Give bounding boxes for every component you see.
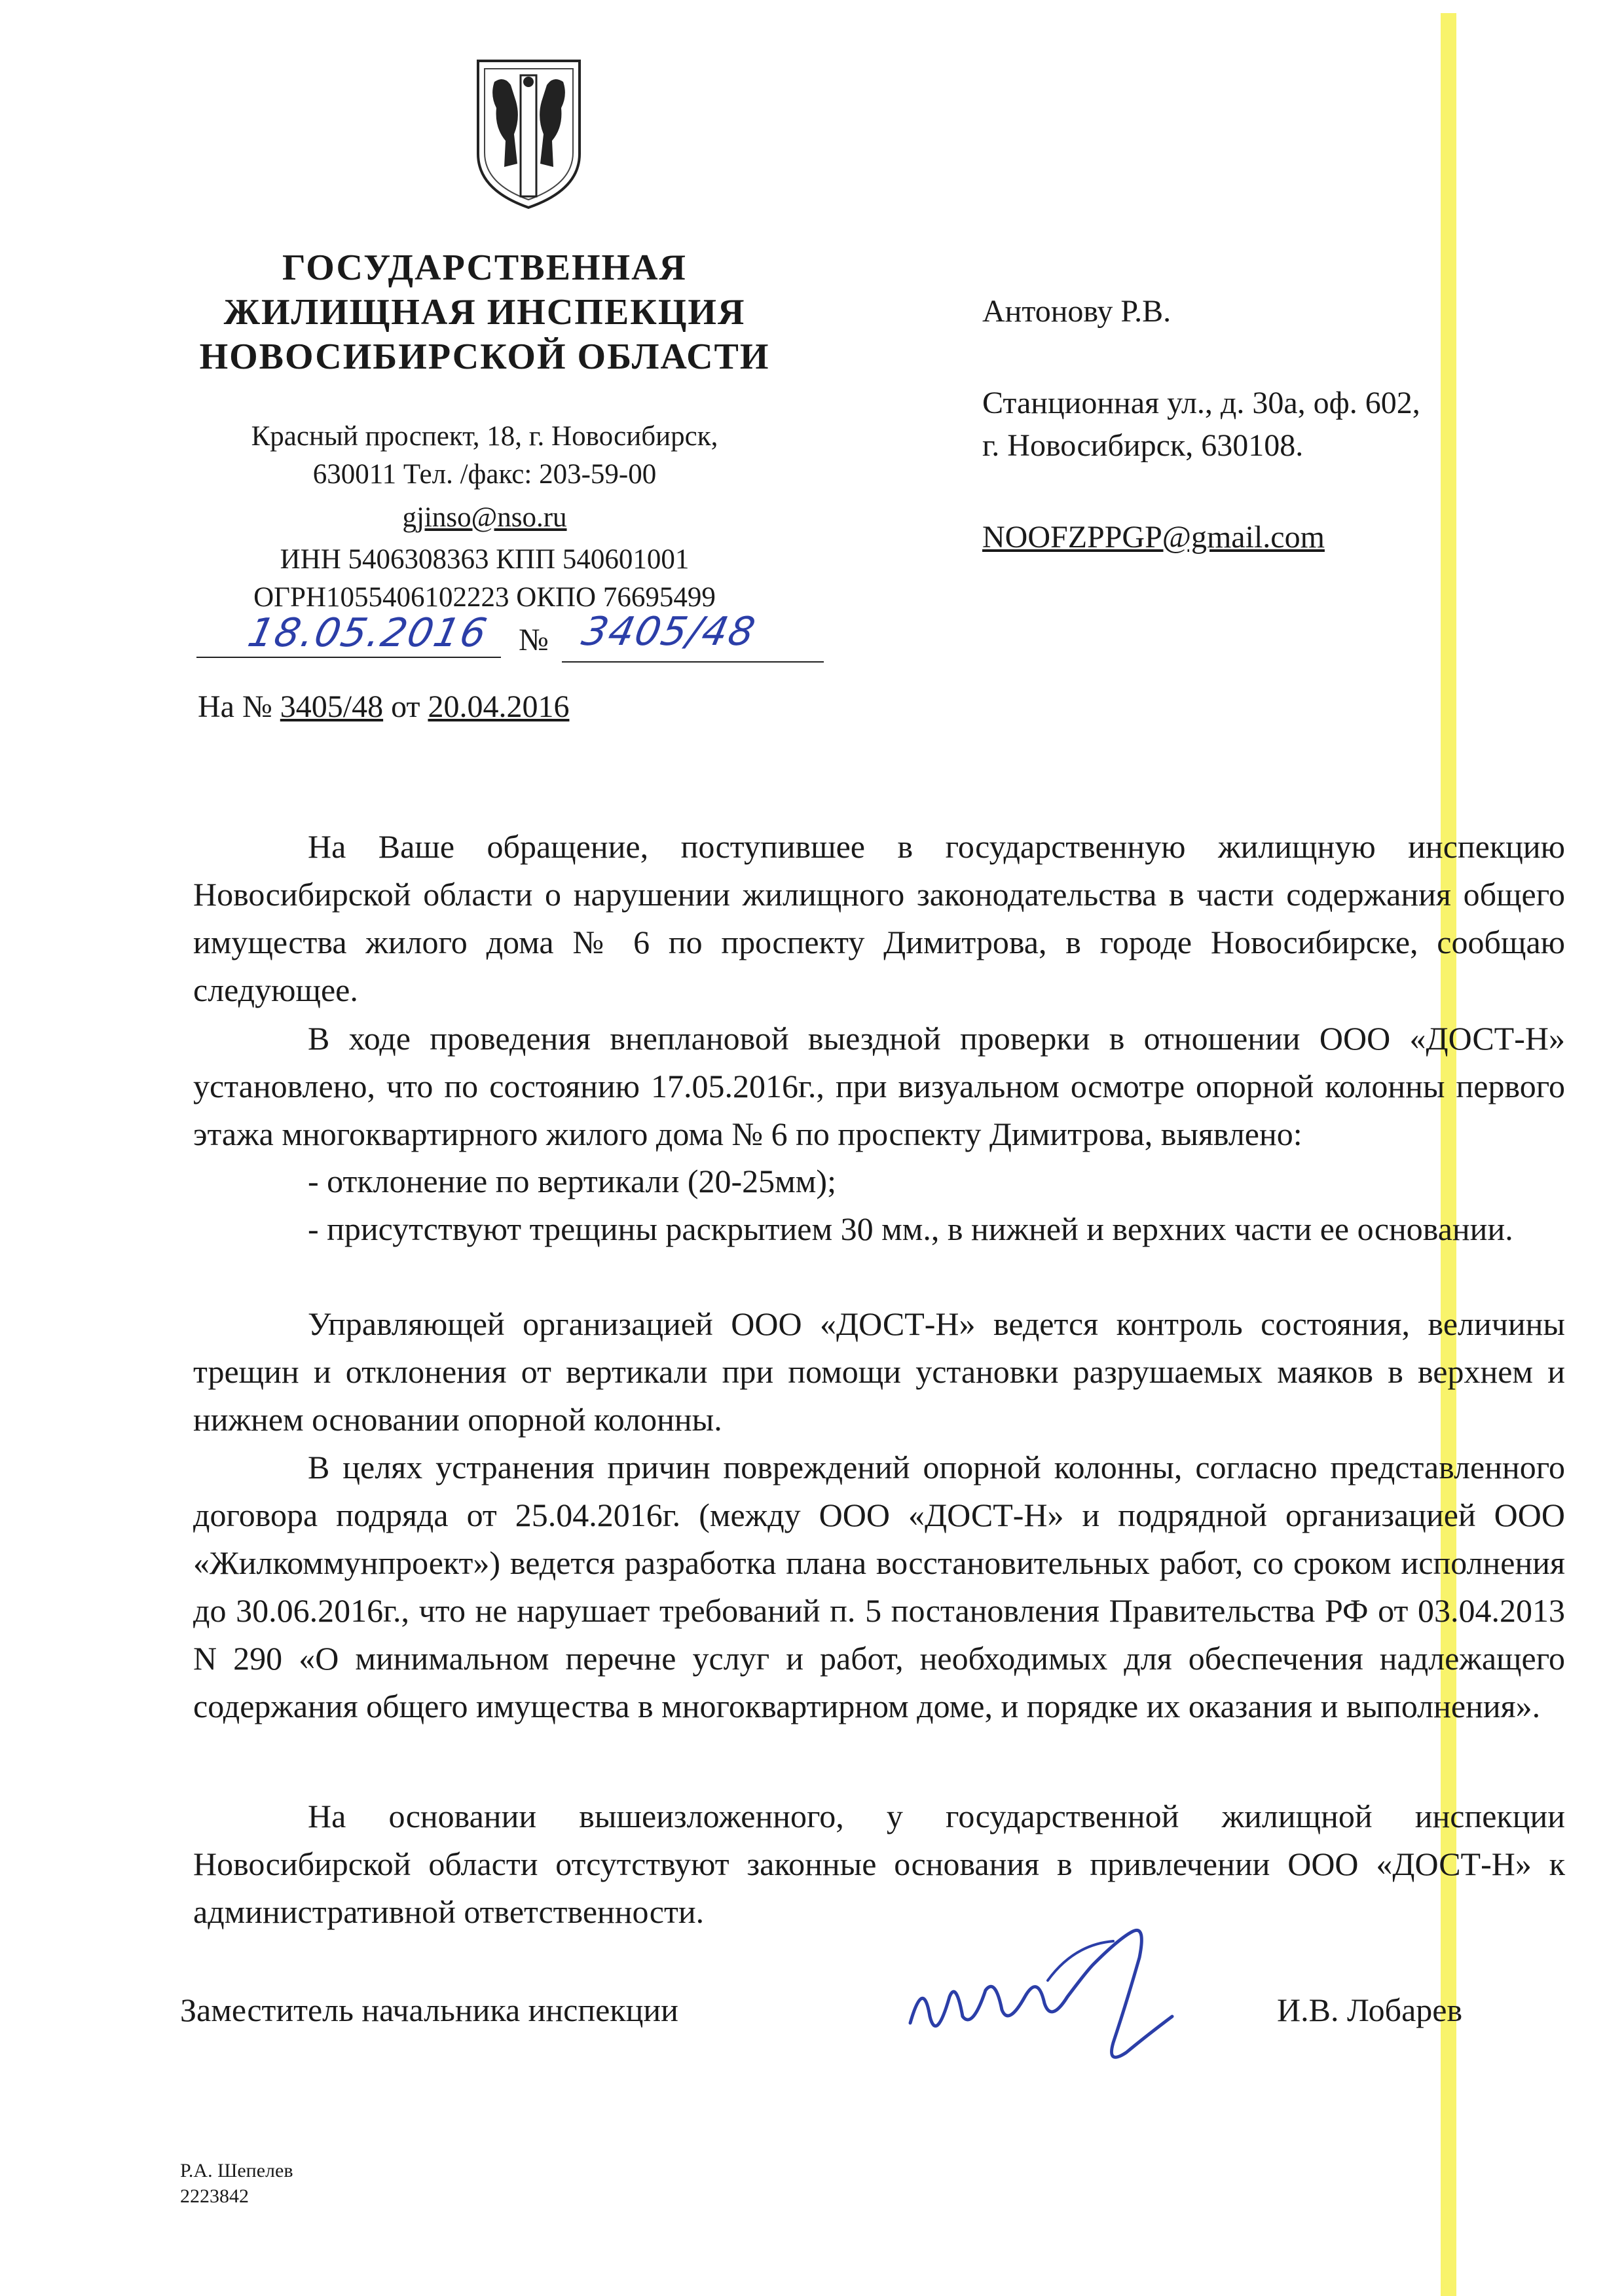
reg-number-handwritten: 3405/48 (578, 609, 760, 655)
org-name-line3: НОВОСИБИРСКОЙ ОБЛАСТИ (199, 337, 770, 377)
body-paragraph-3: Управляющей организацией ООО «ДОСТ-Н» ведется контроль состояния, величины трещин и отклонения от вертикали при помощи установки разрушаемых маяков в верхнем и нижнем основании опорной колонны. (193, 1305, 1565, 1438)
sender-address-line1: Красный проспект, 18, г. Новосибирск, (251, 421, 718, 452)
org-name-line1: ГОСУДАРСТВЕННАЯ (282, 247, 687, 288)
recipient-address-line1: Станционная ул., д. 30а, оф. 602, (982, 386, 1420, 420)
reply-date: 20.04.2016 (428, 689, 570, 724)
coat-of-arms-icon (458, 56, 599, 213)
sender-email: gjinso@nso.ru (402, 502, 567, 533)
sender-ogrn-okpo: ОГРН1055406102223 ОКПО 76695499 (253, 582, 716, 613)
recipient-email: NOOFZPPGP@gmail.com (982, 520, 1325, 555)
recipient-address-line2: г. Новосибирск, 630108. (982, 428, 1304, 463)
body-paragraph-2: В ходе проведения внеплановой выездной проверки в отношении ООО «ДОСТ-Н» установлено, что по состоянию 17.05.2016г., при визуальном осмотре опорной колонны первого этажа многоквартирного жилого дома № 6 по проспекту Димитрова, выявлено: (193, 1020, 1565, 1152)
reply-reference: На № 3405/48 от 20.04.2016 (198, 689, 570, 724)
reg-number-line (562, 661, 824, 663)
reg-date-line (196, 657, 501, 658)
executor-name: Р.А. Шепелев (180, 2160, 293, 2181)
body-list-item-1: - отклонение по вертикали (20-25мм); (308, 1163, 836, 1199)
sender-inn-kpp: ИНН 5406308363 КПП 540601001 (280, 544, 690, 575)
body-list-item-2: - присутствуют трещины раскрытием 30 мм., в нижней и верхних части ее основании. (308, 1211, 1513, 1247)
sender-address-line2: 630011 Тел. /факс: 203-59-00 (312, 459, 657, 490)
body-paragraph-4: В целях устранения причин повреждений опорной колонны, согласно представленного договора подряда от 25.04.2016г. (между ООО «ДОСТ-Н» и подрядной организацией ООО «Жилкоммунпроект») ведется разработка плана восстановительных работ, со сроком исполнения до 30.06.2016г., что не нарушает требований п. 5 постановления Правительства РФ от 03.04.2013 N 290 «О минимальном перечне услуг и работ, необходимых для обеспечения надлежащего содержания общего имущества в многоквартирном доме, и порядке их оказания и выполнения». (193, 1449, 1565, 1724)
reg-date-handwritten: 18.05.2016 (244, 610, 492, 656)
body-paragraph-1: На Ваше обращение, поступившее в государственную жилищную инспекцию Новосибирской области о нарушении жилищного законодательства в части содержания общего имущества жилого дома № 6 по проспекту Димитрова, в городе Новосибирске, сообщаю следующее. (193, 828, 1565, 1008)
executor-phone: 2223842 (180, 2185, 249, 2207)
signatory-position: Заместитель начальника инспекции (180, 1992, 678, 2028)
signatory-name: И.В. Лобарев (1277, 1992, 1463, 2028)
reply-number: 3405/48 (280, 689, 384, 724)
org-name-line2: ЖИЛИЩНАЯ ИНСПЕКЦИЯ (223, 292, 746, 333)
handwritten-signature (897, 1918, 1264, 2075)
recipient-name: Антонову Р.В. (982, 294, 1172, 329)
reg-number-label: № (519, 623, 549, 657)
body-paragraph-5: На основании вышеизложенного, у государственной жилищной инспекции Новосибирской области отсутствуют законные основания в привлечении ООО «ДОСТ-Н» к административной ответственности. (193, 1798, 1565, 1930)
